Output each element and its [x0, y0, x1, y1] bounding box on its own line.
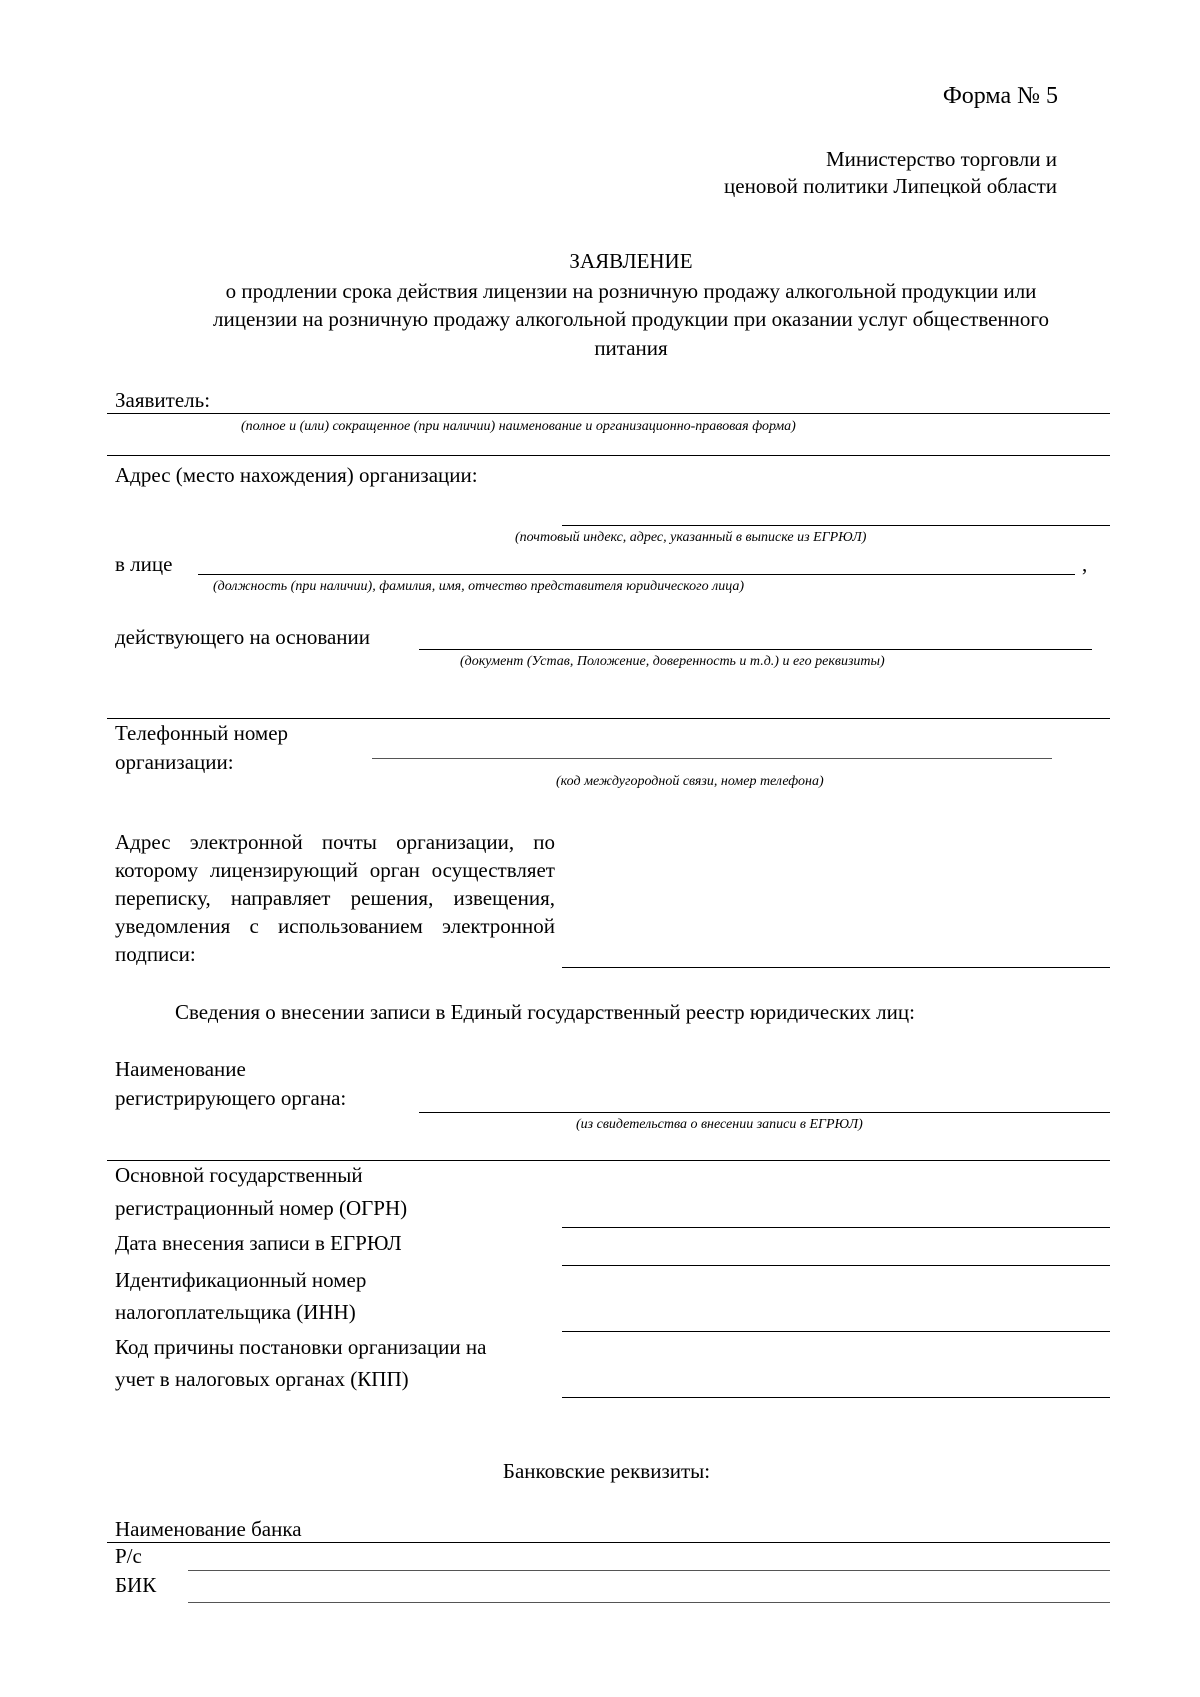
phone-label-line-1: Телефонный номер	[115, 721, 289, 745]
applicant-field-line-2[interactable]	[107, 455, 1110, 456]
ministry-line-1: Министерство торговли и	[825, 147, 1057, 171]
separator-line-2	[107, 1160, 1110, 1161]
egrul-date-label: Дата внесения записи в ЕГРЮЛ	[115, 1231, 402, 1255]
registrar-label-line-1: Наименование	[115, 1057, 246, 1081]
applicant-field-line[interactable]	[107, 413, 1110, 414]
basis-hint: (документ (Устав, Положение, доверенность и т.д.) и его реквизиты)	[460, 654, 885, 669]
applicant-label: Заявитель:	[115, 388, 211, 412]
representative-comma: ,	[1082, 552, 1088, 576]
ogrn-field-line[interactable]	[562, 1227, 1110, 1228]
title-line-2: лицензии на розничную продажу алкогольной продукции при оказании услуг общественного	[212, 307, 1049, 331]
kpp-label-line-2: учет в налоговых органах (КПП)	[115, 1367, 409, 1391]
ogrn-label-line-1: Основной государственный	[115, 1163, 363, 1187]
phone-hint: (код междугородной связи, номер телефона)	[556, 774, 824, 789]
ogrn-label-line-2: регистрационный номер (ОГРН)	[115, 1196, 408, 1220]
bik-field-line[interactable]	[188, 1602, 1110, 1603]
bik-label: БИК	[115, 1573, 157, 1597]
representative-label: в лице	[115, 552, 173, 576]
inn-field-line[interactable]	[562, 1331, 1110, 1332]
inn-label-line-2: налогоплательщика (ИНН)	[115, 1300, 356, 1324]
account-label: Р/с	[115, 1544, 142, 1568]
bank-name-field-line[interactable]	[107, 1542, 1110, 1543]
inn-label-line-1: Идентификационный номер	[115, 1268, 367, 1292]
registrar-label-line-2: регистрирующего органа:	[115, 1086, 347, 1110]
address-label: Адрес (место нахождения) организации:	[115, 463, 478, 487]
kpp-field-line[interactable]	[562, 1397, 1110, 1398]
email-label: Адрес электронной почты организации, по которому лицензирующий орган осуществляет переписку, направляет решения, извещения, уведомления с использованием электронной подписи:	[115, 830, 555, 966]
email-field-line[interactable]	[562, 967, 1110, 968]
representative-hint: (должность (при наличии), фамилия, имя, отчество представителя юридического лица)	[213, 579, 745, 594]
basis-field-line[interactable]	[419, 649, 1092, 650]
address-hint: (почтовый индекс, адрес, указанный в выписке из ЕГРЮЛ)	[515, 530, 867, 545]
egrul-date-field-line[interactable]	[562, 1265, 1110, 1266]
bank-heading: Банковские реквизиты:	[502, 1459, 711, 1483]
basis-label: действующего на основании	[115, 625, 371, 649]
applicant-hint: (полное и (или) сокращенное (при наличии) наименование и организационно-правовая форма)	[241, 419, 796, 434]
address-field-line[interactable]	[562, 525, 1110, 526]
account-field-line[interactable]	[188, 1570, 1110, 1571]
phone-label-line-2: организации:	[115, 750, 234, 774]
title-line-1: о продлении срока действия лицензии на розничную продажу алкогольной продукции или	[225, 279, 1037, 303]
registrar-field-line[interactable]	[419, 1112, 1110, 1113]
bank-name-label: Наименование банка	[115, 1517, 302, 1541]
representative-field-line[interactable]	[198, 574, 1075, 575]
form-number: Форма № 5	[942, 83, 1058, 109]
document-title: ЗАЯВЛЕНИЕ	[569, 249, 693, 273]
ministry-line-2: ценовой политики Липецкой области	[724, 174, 1057, 198]
phone-field-line[interactable]	[372, 758, 1052, 759]
egrul-heading: Сведения о внесении записи в Единый государственный реестр юридических лиц:	[175, 1000, 915, 1024]
kpp-label-line-1: Код причины постановки организации на	[115, 1335, 487, 1359]
separator-line	[107, 718, 1110, 719]
title-line-3: питания	[594, 336, 668, 360]
registrar-hint: (из свидетельства о внесении записи в ЕГРЮЛ)	[576, 1117, 863, 1132]
